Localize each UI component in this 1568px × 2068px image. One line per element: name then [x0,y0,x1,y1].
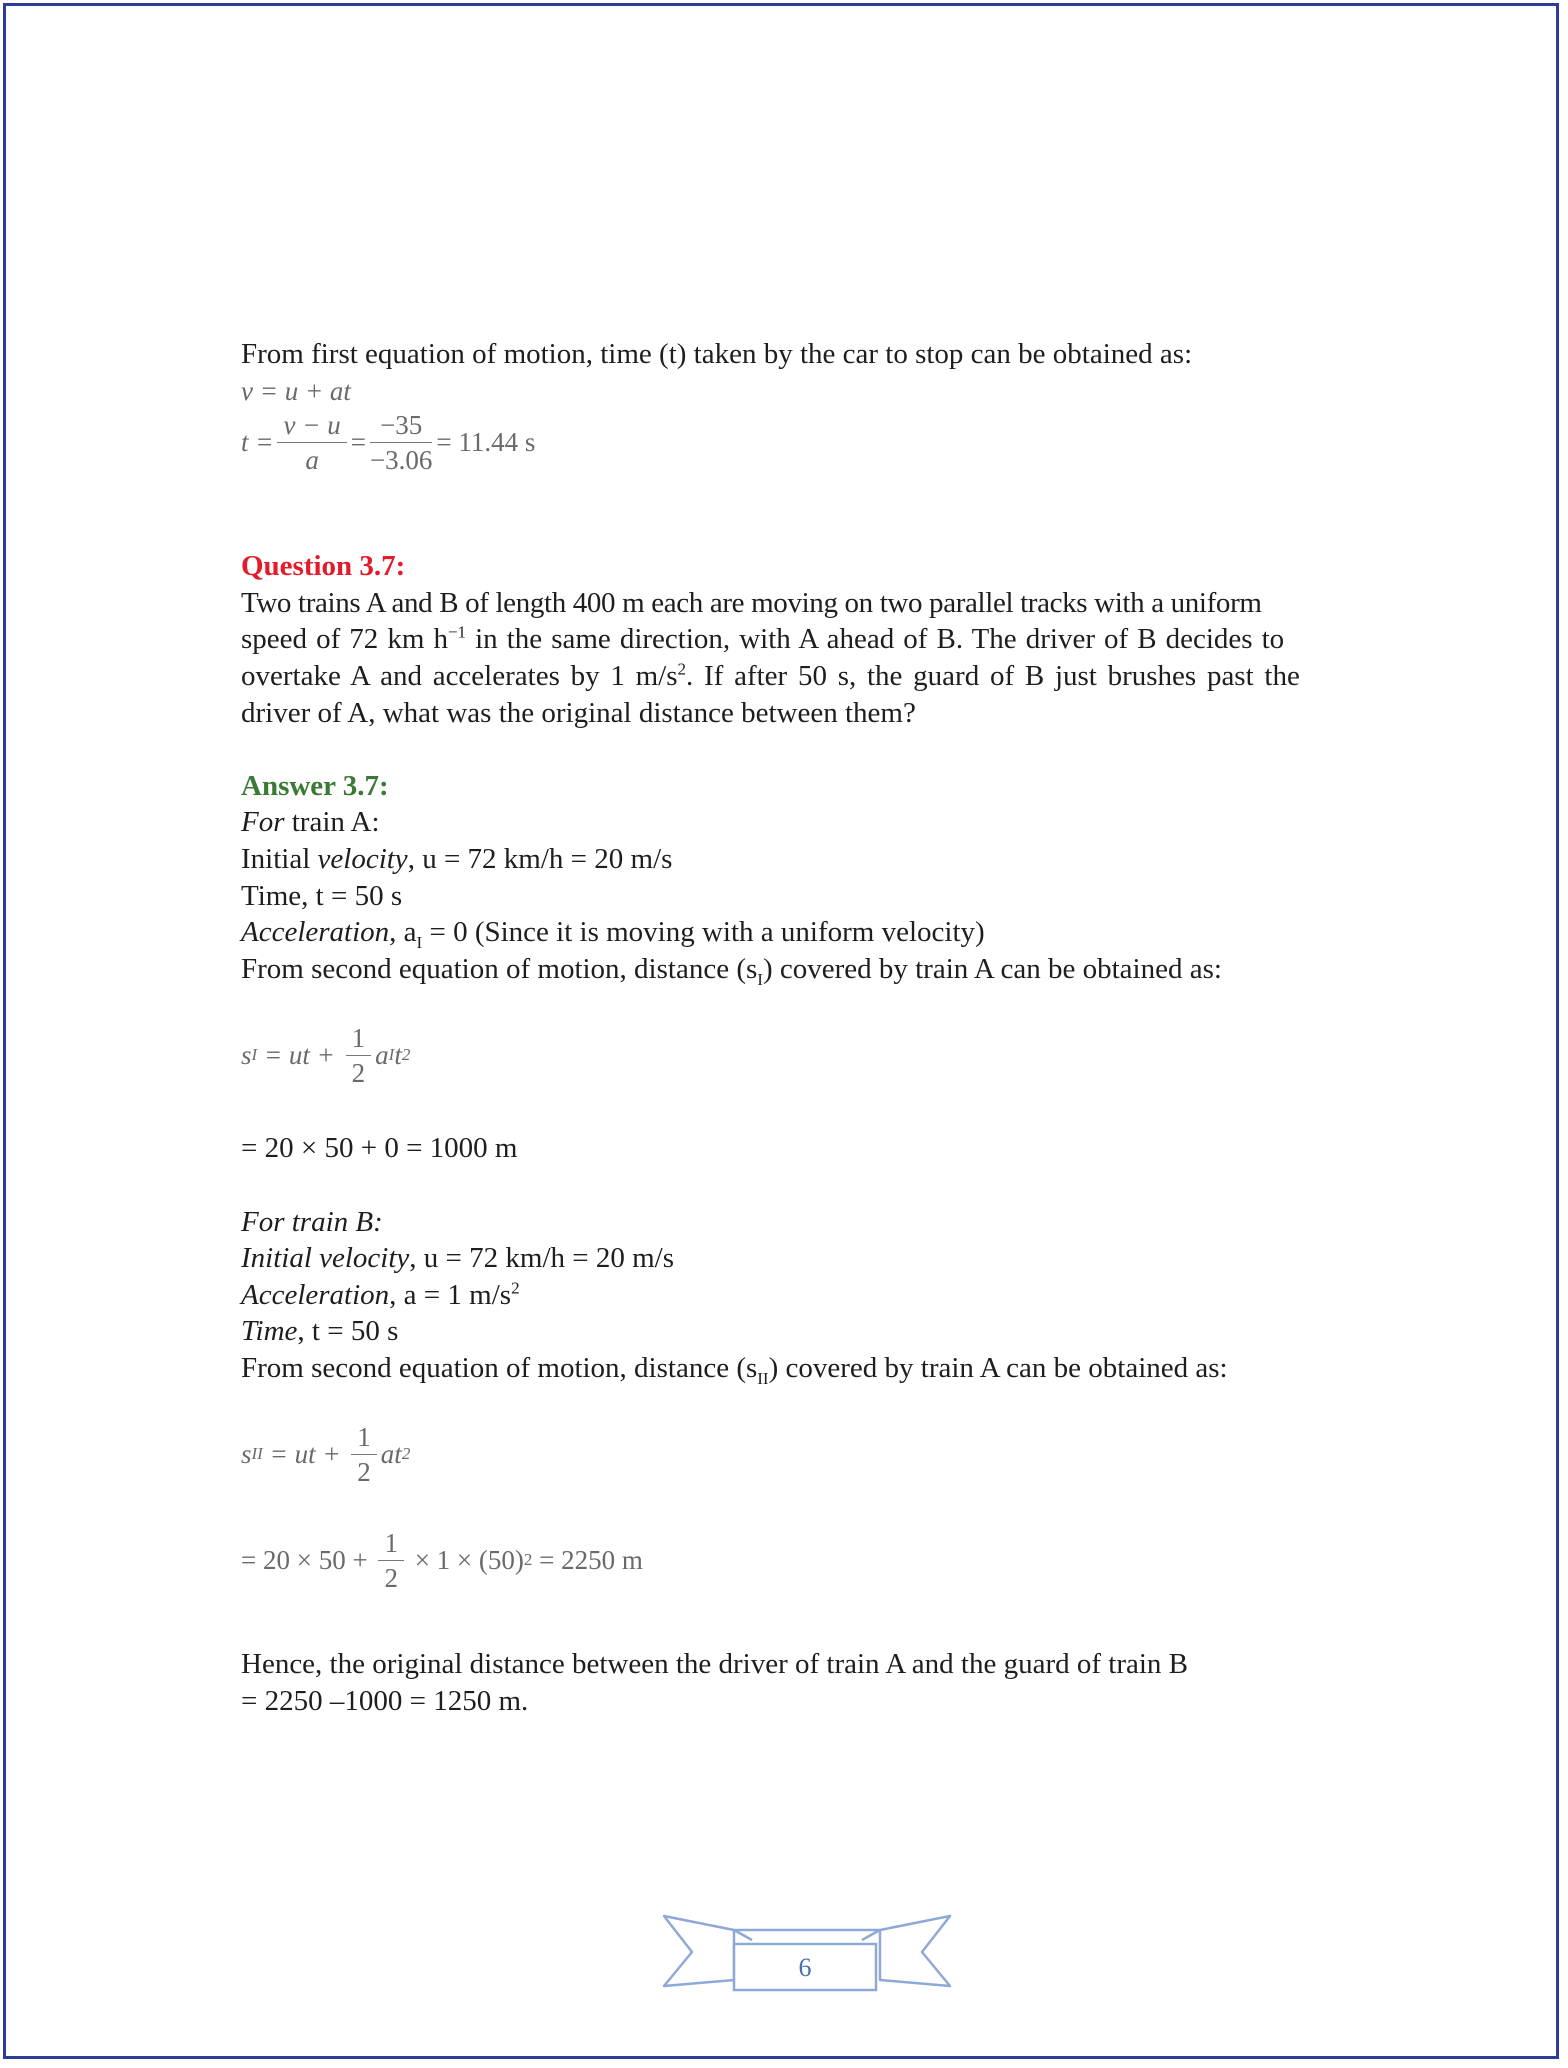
train-a-label-it: For [241,806,285,839]
eq-s2-lhs: s [241,1439,252,1470]
train-b-distance-rest: ) covered by train A can be obtained as: [768,1351,1228,1384]
train-b-time-value: , t = 50 s [297,1315,399,1348]
eq-time-lhs: t = [241,426,274,457]
question-heading: Question 3.7: [241,550,406,583]
eq-s2-frac-den: 2 [357,1456,371,1487]
train-b-distance-line: From second equation of motion, distance (s [241,1351,758,1384]
eq-time-num1: v − u [277,408,346,443]
sup-neg1: −1 [447,622,467,642]
question-line-4: driver of A, what was the original distance between them? [241,696,916,729]
eq-calc-frac-den: 2 [384,1562,398,1593]
train-b-accel-it: Acceleration [241,1278,390,1311]
eq-s1-mid: = ut + [257,1040,342,1071]
eq-calc-pre: = 20 × 50 + [241,1545,375,1576]
train-b-distance-intro [241,1350,1381,1387]
eq-s1-frac [346,1021,372,1090]
question-line-3b: . If after 50 s, the guard of B just brushes past the [686,659,1300,692]
train-a-label [241,804,1381,841]
train-b-time [241,1313,1381,1350]
train-a-accel-rest: = 0 (Since it is moving with a uniform velocity) [422,916,985,949]
conclusion-line-1: Hence, the original distance between the driver of train A and the guard of train B [241,1648,1189,1681]
train-a-accel [241,914,1381,951]
answer-heading: Answer 3.7: [241,769,389,802]
train-b-velocity-it: Initial velocity [241,1242,410,1275]
train-a-velocity [241,841,1381,878]
train-a-distance-rest: ) covered by train A can be obtained as: [762,952,1222,985]
train-a-result: = 20 × 50 + 0 = 1000 m [241,1132,518,1165]
equation-time [241,409,1381,475]
train-a-velocity-value: , u = 72 km/h = 20 m/s [407,842,673,875]
train-a-label-rest: train A: [284,806,380,839]
eq-calc-post: × 1 × (50) [407,1545,524,1576]
train-a-accel-sub: I [416,932,423,952]
sup-2: 2 [677,659,687,679]
question-line-1: Two trains A and B of length 400 m each are moving on two parallel tracks with a uniform [241,586,1262,619]
eq-calc-frac-num: 1 [378,1526,404,1561]
eq-s1-lhs: s [241,1040,252,1071]
train-b-velocity [241,1240,1381,1277]
eq-s1-frac-den: 2 [351,1057,366,1088]
equation-first-motion: v = u + at [241,375,351,406]
eq-s1-frac-num: 1 [346,1021,372,1056]
equation-s1: s I = ut + $\frac{1}{2}$ a I t 2 [241,1022,411,1088]
train-b-velocity-value: , u = 72 km/h = 20 m/s [409,1242,675,1275]
eq-time-frac1 [277,408,346,477]
eq-s1-tail: a [375,1040,389,1071]
train-a-distance-line: From second equation of motion, distance (s [241,952,758,985]
eq-s2-tail: at [380,1439,402,1470]
equation-s2: s II = ut + $\frac{1}{2}$ at 2 [241,1421,411,1487]
train-b-accel-sup: 2 [511,1278,520,1298]
eq-time-den1: a [305,444,319,475]
question-line-2b: in the same direction, with A ahead of B. The driver of B decides to [475,623,1285,656]
eq-s2-frac [351,1420,377,1489]
eq-s2-frac-num: 1 [351,1420,377,1455]
equation-s2-calc: = 20 × 50 + $\frac{1}{2}$ × 1 × (50) 2 = 2250 m [241,1527,643,1593]
train-a-time: Time, t = 50 s [241,879,403,912]
intro-text: From first equation of motion, time (t) taken by the car to stop can be obtained as: [241,338,1193,370]
conclusion-line-2: = 2250 –1000 = 1250 m. [241,1685,529,1718]
train-b-accel-value: , a = 1 m/s [389,1278,512,1311]
page-content [241,336,1381,1720]
question-line-2 [241,621,1381,658]
eq-time-den2: −3.06 [369,444,433,475]
eq-calc-frac [378,1526,404,1595]
train-a-velocity-label: Initial [241,842,318,875]
train-b-distance-sub: II [757,1368,769,1388]
train-a-velocity-it: velocity [317,842,408,875]
eq-time-num2: −35 [370,408,432,443]
page-number: 6 [798,1953,812,1982]
eq-time-frac2 [370,408,432,477]
train-a-accel-it: Acceleration [241,916,390,949]
train-b-accel [241,1277,1381,1314]
question-line-3 [241,658,1381,695]
eq-equals: = [350,426,366,457]
train-a-distance-sub: I [757,969,763,989]
train-b-time-it: Time [241,1315,298,1348]
train-a-distance-intro [241,951,1381,988]
eq-s2-mid: = ut + [262,1439,348,1470]
question-line-2a: speed of 72 km h [241,623,448,656]
eq-time-result: = 11.44 s [436,426,536,457]
eq-s1-tail-t: t [394,1040,402,1071]
train-a-accel-value: , a [389,916,417,949]
question-line-3a: overtake A and accelerates by 1 m/s [241,659,678,692]
train-b-label: For train B: [241,1205,383,1238]
eq-calc-result: = 2250 m [532,1545,643,1576]
